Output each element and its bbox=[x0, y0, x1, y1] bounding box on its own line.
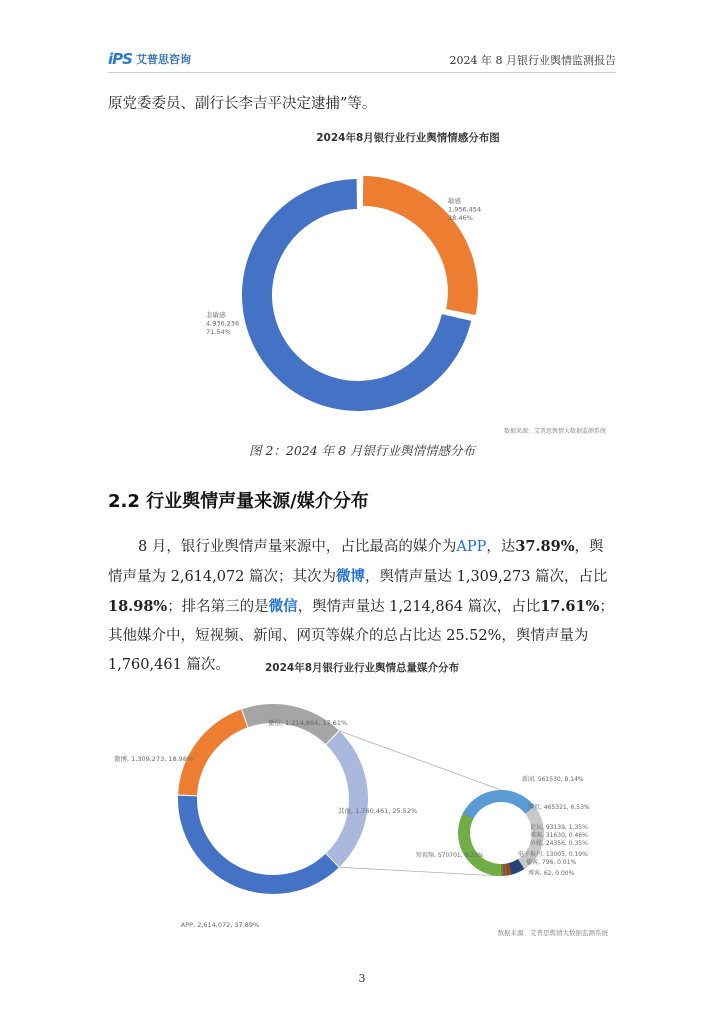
logo-text: 艾普思咨询 bbox=[135, 53, 191, 66]
media-app: APP bbox=[456, 539, 487, 555]
media-distribution-paragraph bbox=[108, 532, 616, 680]
detail-label: 博客, 31630, 0.46% bbox=[530, 832, 588, 839]
detail-label: 网页, 465321, 6.53% bbox=[528, 804, 590, 811]
detail-slice bbox=[463, 790, 535, 819]
company-logo bbox=[108, 50, 191, 68]
media-weixin: 微信 bbox=[268, 598, 298, 615]
slice-label-non-sensitive: 非敏感 4,936,236 71.54% bbox=[206, 311, 240, 336]
section-heading: 2.2 行业舆情声量来源/媒介分布 bbox=[108, 491, 369, 512]
para-text: ，舆情声量达 1,214,864 篇次，占比 bbox=[297, 599, 541, 615]
media-label-weibo: 微博, 1,309,273, 18.98% bbox=[114, 755, 194, 763]
weibo-percent: 18.98% bbox=[108, 598, 168, 615]
page-number: 3 bbox=[358, 972, 366, 985]
figure-2-caption: 图 2：2024 年 8 月银行业舆情情感分布 bbox=[248, 443, 476, 458]
para-text: ，达 bbox=[486, 539, 516, 555]
para-text: 8 月，银行业舆情声量来源中，占比最高的媒介为 bbox=[138, 539, 457, 555]
media-label-other: 其他, 1,760,461, 25.52% bbox=[338, 807, 418, 815]
sentiment-donut-svg bbox=[196, 145, 620, 435]
weixin-percent: 17.61% bbox=[540, 598, 600, 615]
detail-slice bbox=[458, 814, 501, 876]
media-chart-title: 2024年8月银行业行业舆情总量媒介分布 bbox=[264, 662, 460, 674]
app-percent: 37.89% bbox=[515, 538, 575, 555]
media-donut-svg bbox=[108, 675, 616, 939]
sentiment-chart bbox=[196, 128, 620, 435]
detail-label: 外媒, 24356, 0.35% bbox=[530, 840, 588, 847]
detail-label: 博客, 62, 0.00% bbox=[528, 870, 575, 877]
para-text: ；排名第三的是 bbox=[167, 599, 269, 615]
para-text: ，舆情声量达 1,309,273 篇次，占比 bbox=[365, 569, 608, 585]
media-slice-weibo bbox=[178, 710, 247, 796]
intro-line: 原党委委员、副行长李吉平决定逮捕”等。 bbox=[108, 96, 377, 112]
logo-mark: iPS bbox=[108, 50, 132, 68]
media-chart bbox=[108, 660, 616, 938]
chart-source: 数据来源：艾普思舆情大数据监测系统 bbox=[497, 929, 608, 937]
detail-label: 电子报刊, 13005, 0.19% bbox=[518, 851, 588, 858]
media-weibo: 微博 bbox=[336, 568, 366, 585]
connector-line-bottom bbox=[339, 867, 501, 876]
chart-source: 数据来源：艾普思舆情大数据监测系统 bbox=[503, 428, 606, 435]
media-slice-other bbox=[326, 731, 368, 867]
media-label-weixin: 微信, 1,214,864, 17.61% bbox=[268, 719, 348, 727]
para-text: ，舆情声量为 2,614,072 篇次；其次为 bbox=[108, 539, 604, 585]
report-title: 2024 年 8 月银行业舆情监测报告 bbox=[449, 54, 616, 67]
sentiment-chart-title: 2024年8月银行业行业舆情情感分布图 bbox=[316, 132, 500, 144]
media-label-app: APP, 2,614,072, 37.89% bbox=[180, 921, 260, 929]
detail-label: 论坛, 93139, 1.35% bbox=[530, 824, 588, 831]
page-header bbox=[108, 46, 616, 73]
para-text: ；其他媒介中，短视频、新闻、网页等媒介的总占比达 25.52%，舆情声量为 1,760,461 篇次。 bbox=[108, 599, 614, 673]
media-slice-app bbox=[178, 796, 339, 894]
slice-label-sensitive: 敏感 1,956,454 28.46% bbox=[448, 197, 482, 222]
detail-label: 播客, 796, 0.01% bbox=[526, 859, 577, 866]
detail-label: 短视频, 570701, 8.27% bbox=[416, 852, 484, 859]
detail-label: 新闻, 561530, 8.14% bbox=[522, 776, 584, 783]
